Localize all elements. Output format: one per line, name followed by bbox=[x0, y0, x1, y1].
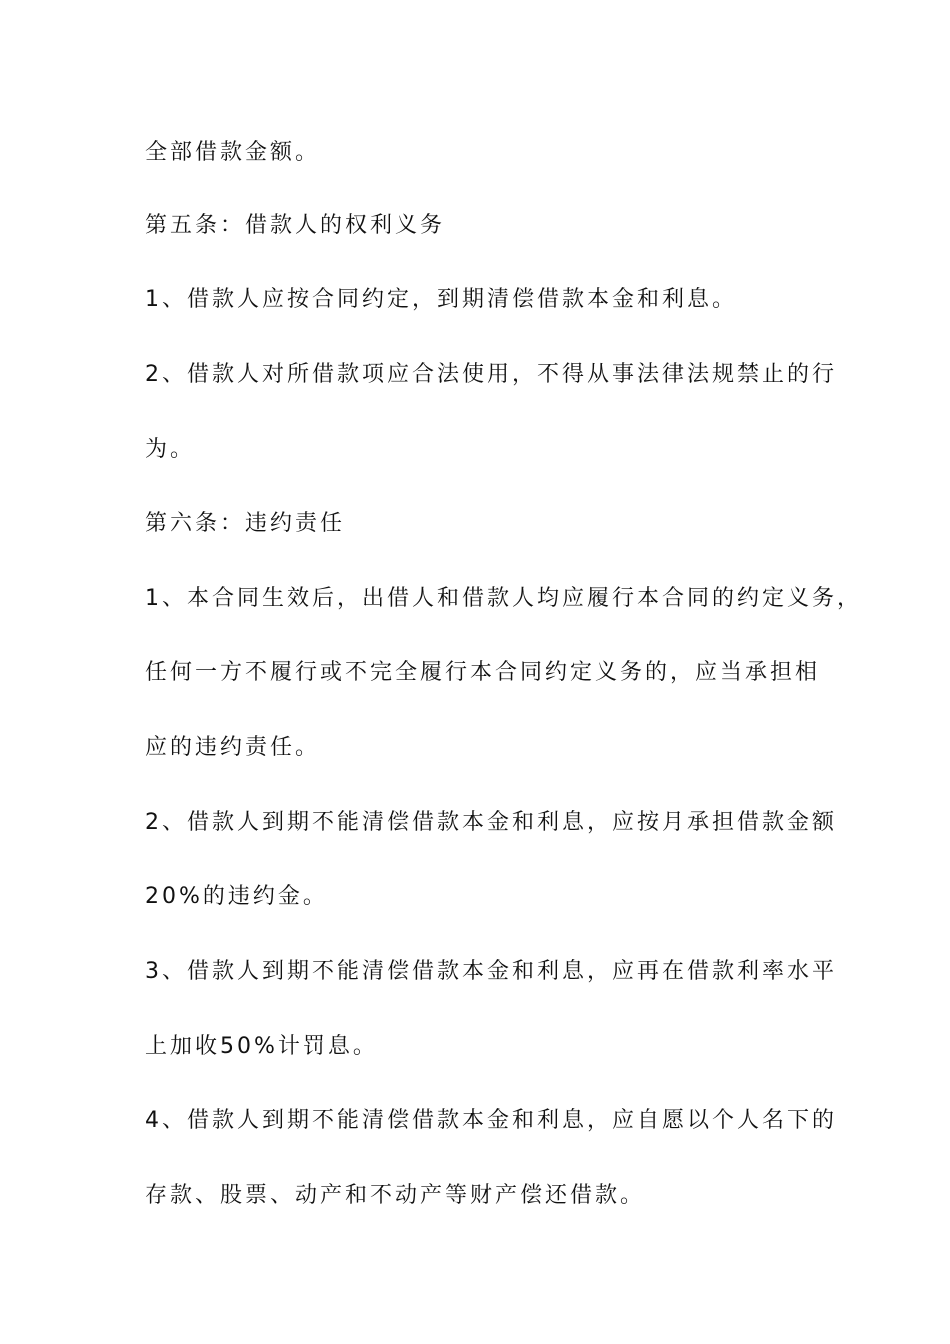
text-line-amount-end: 全部借款金额。 bbox=[145, 140, 321, 165]
text-line-article-5-item-2: 2、借款人对所借款项应合法使用，不得从事法律法规禁止的行 bbox=[145, 362, 837, 387]
text-line-article-5-item-1: 1、借款人应按合同约定，到期清偿借款本金和利息。 bbox=[145, 287, 737, 312]
text-line-article-6-item-1: 1、本合同生效后，出借人和借款人均应履行本合同的约定义务， bbox=[145, 586, 862, 611]
text-line-article-6-item-3-cont: 上加收50%计罚息。 bbox=[145, 1034, 378, 1059]
text-line-article-6-item-1-end: 应的违约责任。 bbox=[145, 735, 321, 760]
section-heading-article-6: 第六条：违约责任 bbox=[145, 511, 346, 536]
text-line-article-6-item-3: 3、借款人到期不能清偿借款本金和利息，应再在借款利率水平 bbox=[145, 959, 837, 984]
text-line-article-6-item-2: 2、借款人到期不能清偿借款本金和利息，应按月承担借款金额 bbox=[145, 810, 837, 835]
text-line-article-6-item-2-cont: 20%的违约金。 bbox=[145, 884, 328, 909]
section-heading-article-5: 第五条：借款人的权利义务 bbox=[145, 213, 446, 238]
text-line-article-6-item-4-cont: 存款、股票、动产和不动产等财产偿还借款。 bbox=[145, 1183, 646, 1208]
text-line-article-6-item-1-cont: 任何一方不履行或不完全履行本合同约定义务的，应当承担相 bbox=[145, 660, 821, 685]
text-line-article-6-item-4: 4、借款人到期不能清偿借款本金和利息，应自愿以个人名下的 bbox=[145, 1108, 837, 1133]
text-line-article-5-item-2-cont: 为。 bbox=[145, 437, 196, 462]
